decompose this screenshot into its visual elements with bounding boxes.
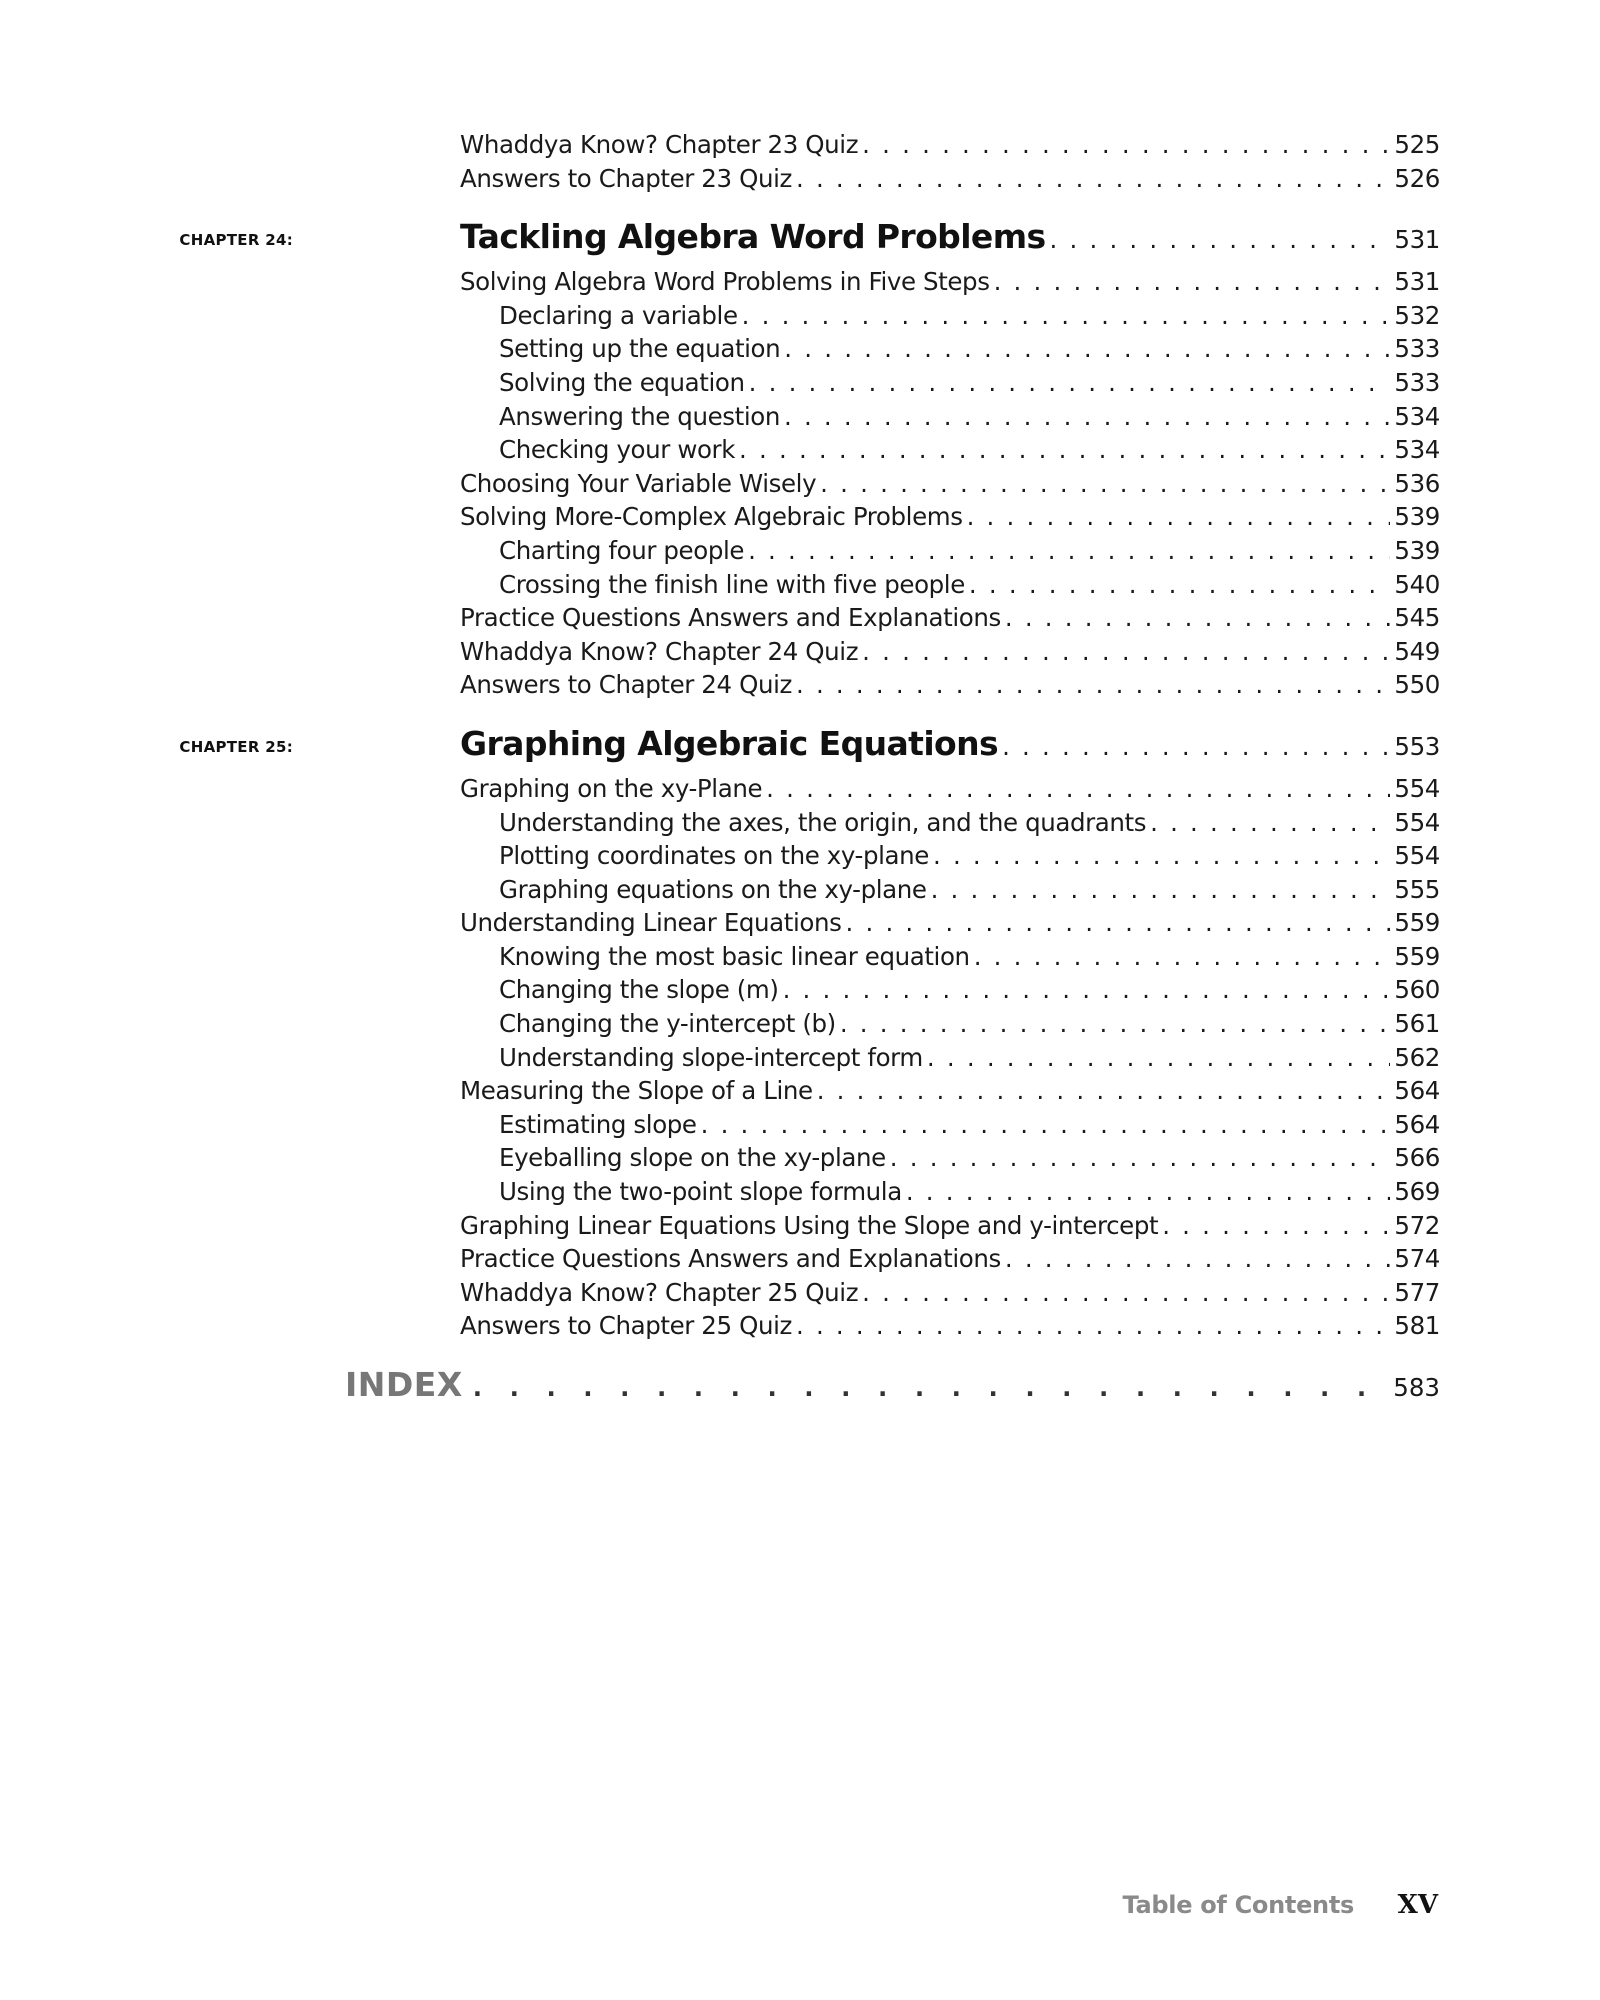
dot-leader xyxy=(817,1074,1391,1108)
toc-entry[interactable] xyxy=(0,366,1440,400)
toc-entry[interactable] xyxy=(0,162,1440,196)
toc-entry[interactable] xyxy=(0,400,1440,434)
dot-leader xyxy=(969,568,1391,602)
toc-entry-page: 554 xyxy=(1394,773,1440,803)
toc-entry-title: Solving Algebra Word Problems in Five Steps xyxy=(460,267,990,297)
dot-leader xyxy=(862,128,1390,162)
toc-entry[interactable] xyxy=(0,1041,1440,1075)
dot-leader xyxy=(906,1175,1391,1209)
index-entry[interactable] xyxy=(0,1365,1440,1404)
dot-leader xyxy=(783,973,1391,1007)
chapter-25-heading[interactable] xyxy=(0,724,1440,766)
toc-entry-title: Using the two-point slope formula xyxy=(499,1177,902,1207)
toc-entry-page: 581 xyxy=(1394,1311,1440,1341)
dot-leader xyxy=(1050,225,1391,254)
toc-entry-page: 561 xyxy=(1394,1009,1440,1039)
toc-entry-title: Checking your work xyxy=(499,435,736,465)
toc-entry[interactable] xyxy=(0,1141,1440,1175)
toc-entry-page: 562 xyxy=(1394,1042,1440,1072)
chapter-24-page: 531 xyxy=(1394,225,1440,255)
dot-leader xyxy=(1005,1242,1391,1276)
index-page: 583 xyxy=(1393,1373,1440,1402)
toc-entry-title: Setting up the equation xyxy=(499,334,781,364)
dot-leader xyxy=(748,534,1390,568)
table-of-contents xyxy=(0,128,1600,1404)
dot-leader xyxy=(931,873,1391,907)
toc-entry-title: Knowing the most basic linear equation xyxy=(499,941,970,971)
toc-entry-page: 569 xyxy=(1394,1177,1440,1207)
toc-entry-page: 539 xyxy=(1394,535,1440,565)
dot-leader xyxy=(927,1041,1391,1075)
toc-entry[interactable] xyxy=(0,973,1440,1007)
toc-entry[interactable] xyxy=(0,1276,1440,1310)
dot-leader xyxy=(994,265,1391,299)
footer-section-title: Table of Contents xyxy=(1122,1891,1354,1919)
toc-entry[interactable] xyxy=(0,873,1440,907)
toc-entry-title: Answers to Chapter 24 Quiz xyxy=(460,670,792,700)
toc-entry-title: Estimating slope xyxy=(499,1109,697,1139)
toc-entry[interactable] xyxy=(0,601,1440,635)
chapter-24-entries xyxy=(0,265,1600,702)
toc-entry-page: 574 xyxy=(1394,1244,1440,1274)
toc-entry-page: 525 xyxy=(1394,130,1440,159)
toc-entry-title: Charting four people xyxy=(499,535,745,565)
toc-entry-page: 549 xyxy=(1394,636,1440,666)
toc-entry-title: Declaring a variable xyxy=(499,300,738,330)
toc-entry-page: 545 xyxy=(1394,603,1440,633)
chapter-24-heading[interactable] xyxy=(0,217,1440,259)
toc-entry-title: Answers to Chapter 23 Quiz xyxy=(460,163,792,193)
chapter-25-entries xyxy=(0,772,1600,1343)
dot-leader xyxy=(862,635,1390,669)
toc-entry-title: Practice Questions Answers and Explanations xyxy=(460,1244,1001,1274)
toc-entry-page: 533 xyxy=(1394,367,1440,397)
toc-entry-title: Solving More-Complex Algebraic Problems xyxy=(460,502,963,532)
dot-leader xyxy=(1002,732,1390,761)
toc-entry-page: 550 xyxy=(1394,670,1440,700)
toc-entry-title: Graphing equations on the xy-plane xyxy=(499,874,927,904)
index-title: INDEX xyxy=(345,1365,463,1404)
dot-leader xyxy=(890,1141,1391,1175)
chapter-25-title: Graphing Algebraic Equations xyxy=(460,723,999,763)
toc-top-entries xyxy=(0,128,1600,195)
toc-entry-page: 533 xyxy=(1394,334,1440,364)
toc-entry-page: 566 xyxy=(1394,1143,1440,1173)
dot-leader xyxy=(796,1309,1390,1343)
footer-page-number: XV xyxy=(1397,1890,1438,1920)
dot-leader xyxy=(739,433,1390,467)
toc-entry-page: 559 xyxy=(1394,908,1440,938)
toc-entry-title: Choosing Your Variable Wisely xyxy=(460,468,817,498)
dot-leader xyxy=(784,400,1390,434)
toc-entry[interactable] xyxy=(0,534,1440,568)
toc-entry-title: Eyeballing slope on the xy-plane xyxy=(499,1143,886,1173)
toc-entry[interactable] xyxy=(0,1209,1440,1243)
toc-entry[interactable] xyxy=(0,1007,1440,1041)
page-footer xyxy=(0,1891,1600,1931)
dot-leader xyxy=(742,299,1391,333)
toc-entry-page: 540 xyxy=(1394,569,1440,599)
toc-entry-page: 534 xyxy=(1394,435,1440,465)
toc-entry-title: Graphing on the xy-Plane xyxy=(460,773,763,803)
dot-leader xyxy=(1150,806,1390,840)
toc-entry-title: Practice Questions Answers and Explanations xyxy=(460,603,1001,633)
toc-entry-page: 526 xyxy=(1394,163,1440,193)
dot-leader xyxy=(1162,1209,1390,1243)
toc-entry[interactable] xyxy=(0,806,1440,840)
toc-entry-title: Measuring the Slope of a Line xyxy=(460,1076,813,1106)
dot-leader xyxy=(796,162,1390,196)
toc-entry-page: 536 xyxy=(1394,468,1440,498)
toc-entry-page: 559 xyxy=(1394,941,1440,971)
toc-entry-title: Solving the equation xyxy=(499,367,745,397)
toc-entry-title: Whaddya Know? Chapter 25 Quiz xyxy=(460,1277,859,1307)
toc-entry[interactable] xyxy=(0,940,1440,974)
chapter-25-page: 553 xyxy=(1394,731,1440,761)
toc-entry[interactable] xyxy=(0,500,1440,534)
dot-leader xyxy=(846,906,1391,940)
chapter-24-title: Tackling Algebra Word Problems xyxy=(460,217,1046,257)
dot-leader xyxy=(766,772,1390,806)
dot-leader xyxy=(701,1108,1391,1142)
toc-entry-page: 560 xyxy=(1394,975,1440,1005)
dot-leader xyxy=(473,1373,1385,1402)
toc-entry-page: 534 xyxy=(1394,401,1440,431)
toc-entry-title: Whaddya Know? Chapter 23 Quiz xyxy=(460,130,859,159)
toc-entry[interactable] xyxy=(0,128,1440,162)
toc-entry-title: Answers to Chapter 25 Quiz xyxy=(460,1311,792,1341)
toc-entry[interactable] xyxy=(0,467,1440,501)
toc-entry-title: Changing the y-intercept (b) xyxy=(499,1009,836,1039)
chapter-25-label: CHAPTER 25: xyxy=(179,737,293,756)
toc-entry[interactable] xyxy=(0,839,1440,873)
toc-entry[interactable] xyxy=(0,906,1440,940)
toc-entry[interactable] xyxy=(0,1175,1440,1209)
toc-entry-page: 577 xyxy=(1394,1277,1440,1307)
chapter-24-label: CHAPTER 24: xyxy=(179,231,293,250)
toc-entry-title: Whaddya Know? Chapter 24 Quiz xyxy=(460,636,859,666)
toc-entry[interactable] xyxy=(0,265,1440,299)
toc-entry-title: Plotting coordinates on the xy-plane xyxy=(499,841,929,871)
toc-entry[interactable] xyxy=(0,1242,1440,1276)
toc-entry[interactable] xyxy=(0,433,1440,467)
toc-entry-title: Understanding the axes, the origin, and the quadrants xyxy=(499,807,1147,837)
dot-leader xyxy=(820,467,1390,501)
toc-entry-title: Understanding slope-intercept form xyxy=(499,1042,923,1072)
toc-entry[interactable] xyxy=(0,668,1440,702)
dot-leader xyxy=(933,839,1390,873)
toc-entry[interactable] xyxy=(0,1074,1440,1108)
toc-entry[interactable] xyxy=(0,568,1440,602)
toc-entry-page: 564 xyxy=(1394,1109,1440,1139)
toc-entry-title: Graphing Linear Equations Using the Slope and y-intercept xyxy=(460,1210,1159,1240)
toc-entry-page: 539 xyxy=(1394,502,1440,532)
toc-entry[interactable] xyxy=(0,1309,1440,1343)
toc-entry-page: 531 xyxy=(1394,267,1440,297)
toc-entry[interactable] xyxy=(0,299,1440,333)
dot-leader xyxy=(1005,601,1391,635)
toc-entry-page: 572 xyxy=(1394,1210,1440,1240)
toc-entry-title: Understanding Linear Equations xyxy=(460,908,842,938)
dot-leader xyxy=(974,940,1391,974)
toc-entry-page: 554 xyxy=(1394,807,1440,837)
dot-leader xyxy=(749,366,1391,400)
toc-entry[interactable] xyxy=(0,332,1440,366)
toc-entry-title: Crossing the finish line with five people xyxy=(499,569,965,599)
toc-entry-page: 554 xyxy=(1394,841,1440,871)
toc-entry-title: Answering the question xyxy=(499,401,780,431)
toc-entry[interactable] xyxy=(0,772,1440,806)
dot-leader xyxy=(862,1276,1390,1310)
toc-entry-page: 555 xyxy=(1394,874,1440,904)
toc-entry[interactable] xyxy=(0,635,1440,669)
dot-leader xyxy=(796,668,1390,702)
dot-leader xyxy=(967,500,1391,534)
toc-entry-page: 564 xyxy=(1394,1076,1440,1106)
dot-leader xyxy=(784,332,1390,366)
toc-entry-page: 532 xyxy=(1394,300,1440,330)
dot-leader xyxy=(840,1007,1391,1041)
toc-entry-title: Changing the slope (m) xyxy=(499,975,779,1005)
toc-entry[interactable] xyxy=(0,1108,1440,1142)
